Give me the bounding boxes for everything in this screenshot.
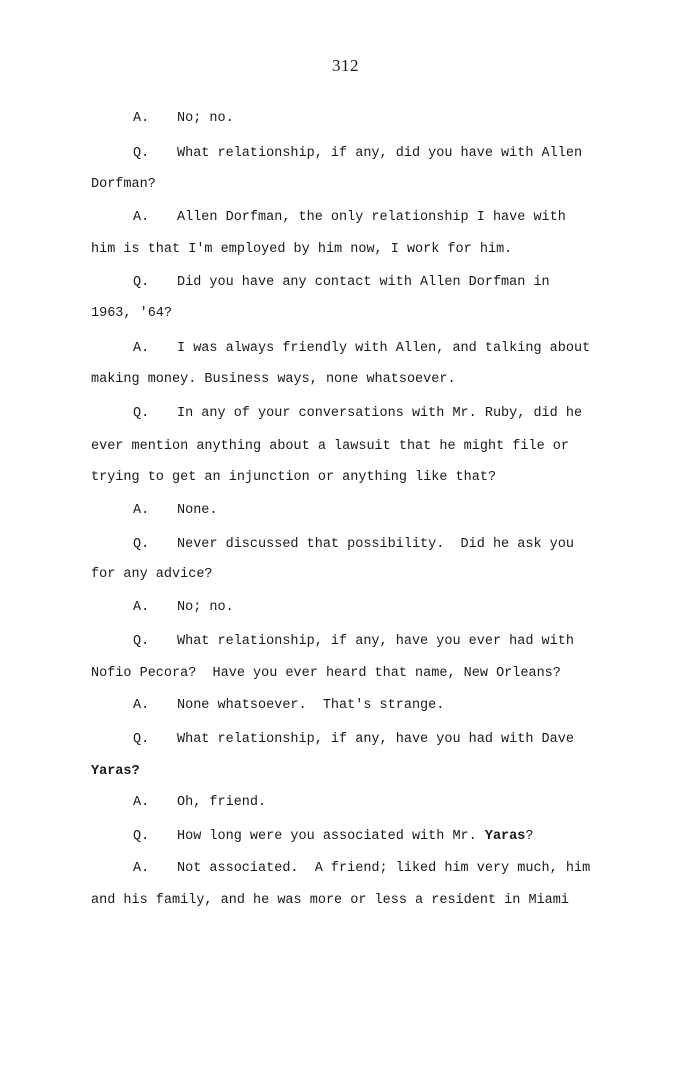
speaker-label: Q. (133, 537, 150, 552)
line-text: I was always friendly with Allen, and talking about (177, 341, 591, 356)
line-text: Not associated. A friend; liked him very much, him (177, 861, 591, 876)
continuation-line: 1963, '64? (91, 306, 173, 321)
continuation-line: ever mention anything about a lawsuit that he might file or (91, 439, 569, 454)
question-line (133, 828, 533, 846)
line-text: Oh, friend. (177, 795, 267, 810)
name-text: Yaras (484, 829, 526, 844)
line-text: Did you have any contact with Allen Dorfman in (177, 275, 550, 290)
continuation-line: Dorfman? (91, 177, 156, 192)
answer-line (133, 110, 234, 128)
line-text: ? (525, 829, 534, 844)
line-text: No; no. (177, 111, 234, 126)
question-line (133, 145, 582, 163)
speaker-label: Q. (133, 406, 150, 421)
speaker-label: A. (133, 503, 150, 518)
answer-line (133, 502, 218, 520)
answer-line (133, 794, 266, 812)
question-line (133, 274, 550, 292)
question-line (133, 731, 574, 749)
speaker-label: A. (133, 861, 150, 876)
line-text: None. (177, 503, 218, 518)
speaker-label: Q. (133, 732, 150, 747)
answer-line (133, 209, 566, 227)
line-text: What relationship, if any, did you have with Allen (177, 146, 583, 161)
speaker-label: Q. (133, 146, 150, 161)
speaker-label: Q. (133, 275, 150, 290)
continuation-line: him is that I'm employed by him now, I work for him. (91, 242, 513, 257)
answer-line (133, 340, 590, 358)
continuation-line: Yaras? (91, 764, 140, 779)
speaker-label: Q. (133, 829, 150, 844)
page-number: 312 (332, 56, 359, 75)
continuation-line: and his family, and he was more or less a resident in Miami (91, 893, 569, 908)
answer-line (133, 697, 444, 715)
question-line (133, 536, 574, 554)
line-text: Never discussed that possibility. Did he ask you (177, 537, 574, 552)
line-text: How long were you associated with Mr. (177, 829, 485, 844)
speaker-label: Q. (133, 634, 150, 649)
question-line (133, 405, 582, 423)
speaker-label: A. (133, 111, 150, 126)
answer-line (133, 860, 590, 878)
speaker-label: A. (133, 698, 150, 713)
question-line (133, 633, 574, 651)
continuation-line: Nofio Pecora? Have you ever heard that name, New Orleans? (91, 666, 561, 681)
speaker-label: A. (133, 341, 150, 356)
speaker-label: A. (133, 795, 150, 810)
line-text: What relationship, if any, have you had with Dave (177, 732, 574, 747)
speaker-label: A. (133, 210, 150, 225)
answer-line (133, 599, 234, 617)
line-text: None whatsoever. That's strange. (177, 698, 445, 713)
line-text: Allen Dorfman, the only relationship I have with (177, 210, 566, 225)
line-text: In any of your conversations with Mr. Ruby, did he (177, 406, 583, 421)
continuation-line: trying to get an injunction or anything like that? (91, 470, 497, 485)
line-text: What relationship, if any, have you ever had with (177, 634, 574, 649)
speaker-label: A. (133, 600, 150, 615)
continuation-line: making money. Business ways, none whatsoever. (91, 372, 456, 387)
continuation-line: for any advice? (91, 567, 213, 582)
line-text: No; no. (177, 600, 234, 615)
